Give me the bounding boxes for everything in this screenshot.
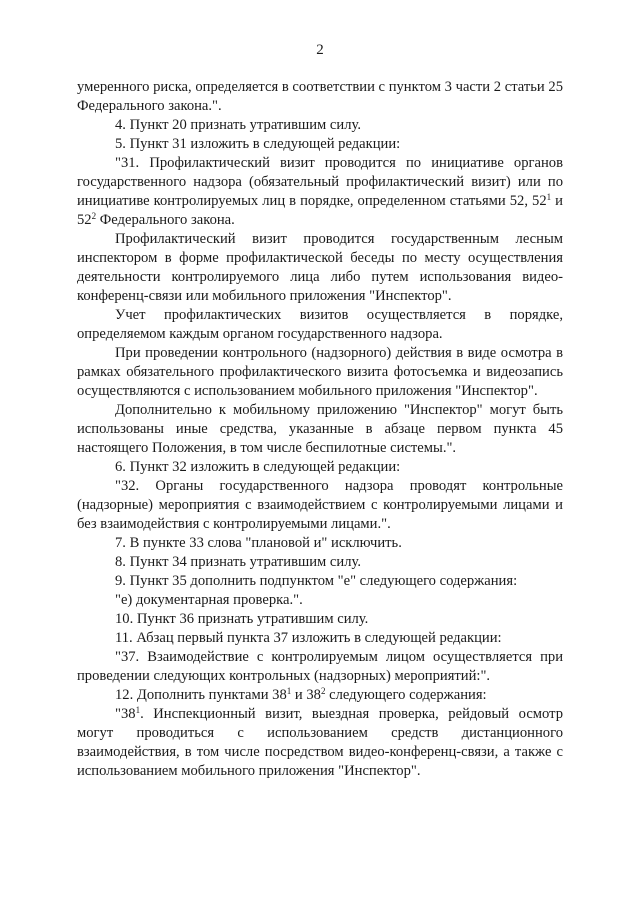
- paragraph-item-5: 5. Пункт 31 изложить в следующей редакции:: [115, 136, 401, 152]
- text-run: Федерального закона.: [96, 212, 235, 228]
- paragraph-item-4: 4. Пункт 20 признать утратившим силу.: [115, 117, 361, 133]
- paragraph-quote-37: "37. Взаимодействие с контролируемым лицом осуществляется при проведении следующих контрольных (надзорных) мероприятий:".: [77, 649, 563, 684]
- paragraph-visit-accounting: Учет профилактических визитов осуществляется в порядке, определяемом каждым органом государственного надзора.: [77, 307, 563, 342]
- superscript: 1: [286, 686, 292, 696]
- paragraph-item-11: 11. Абзац первый пункта 37 изложить в следующей редакции:: [115, 630, 502, 646]
- text-run: "31. Профилактический визит проводится по инициативе органов государственного надзора (обязательный профилактический визит) или по инициативе контролируемых лиц в порядке, определенном статьями 52, 52: [77, 155, 563, 209]
- text-run: и 52: [77, 193, 563, 228]
- text-run: . Инспекционный визит, выездная проверка, рейдовый осмотр могут проводиться с использованием средств дистанционного взаимодействия, в том числе посредством видео-конференц-связи, а также с использованием мобильного приложения "Инспектор".: [77, 706, 563, 779]
- text-run: "38: [115, 706, 136, 722]
- paragraph-quote-31: [77, 154, 563, 230]
- paragraph-item-8: 8. Пункт 34 признать утратившим силу.: [115, 554, 361, 570]
- paragraph-visit-form: Профилактический визит проводится государственным лесным инспектором в форме профилактической беседы по месту осуществления деятельности контролируемого лица либо путем использования видео-конференц-связи или мобильного приложения "Инспектор".: [77, 231, 563, 304]
- paragraph-quote-38-1: [77, 705, 563, 781]
- paragraph-quote-32: "32. Органы государственного надзора проводят контрольные (надзорные) мероприятия с взаимодействием с контролируемыми лицами и без взаимодействия с контролируемыми лицами.".: [77, 478, 563, 532]
- document-body: [77, 78, 563, 781]
- paragraph-continuation: умеренного риска, определяется в соответствии с пунктом 3 части 2 статьи 25 Федерального закона.".: [77, 79, 563, 114]
- paragraph-item-12: [77, 686, 563, 705]
- paragraph-additional-means: Дополнительно к мобильному приложению "Инспектор" могут быть использованы иные средства, указанные в абзаце первом пункта 45 настоящего Положения, в том числе беспилотные системы.".: [77, 402, 563, 456]
- paragraph-item-7: 7. В пункте 33 слова "плановой и" исключить.: [115, 535, 402, 551]
- page-number: 2: [316, 42, 324, 58]
- superscript: 2: [320, 686, 326, 696]
- superscript: 2: [91, 211, 97, 221]
- text-run: 12. Дополнить пунктами 38: [115, 687, 287, 703]
- text-run: следующего содержания:: [325, 687, 487, 703]
- paragraph-item-10: 10. Пункт 36 признать утратившим силу.: [115, 611, 369, 627]
- paragraph-subitem-e: "е) документарная проверка.".: [115, 592, 303, 608]
- paragraph-item-6: 6. Пункт 32 изложить в следующей редакции:: [115, 459, 401, 475]
- paragraph-item-9: 9. Пункт 35 дополнить подпунктом "е" следующего содержания:: [115, 573, 518, 589]
- text-run: и 38: [291, 687, 321, 703]
- superscript: 1: [135, 705, 141, 715]
- paragraph-inspection-photo: При проведении контрольного (надзорного) действия в виде осмотра в рамках обязательного профилактического визита фотосъемка и видеозапись осуществляются с использованием мобильного приложения "Инспектор".: [77, 345, 563, 399]
- superscript: 1: [546, 192, 552, 202]
